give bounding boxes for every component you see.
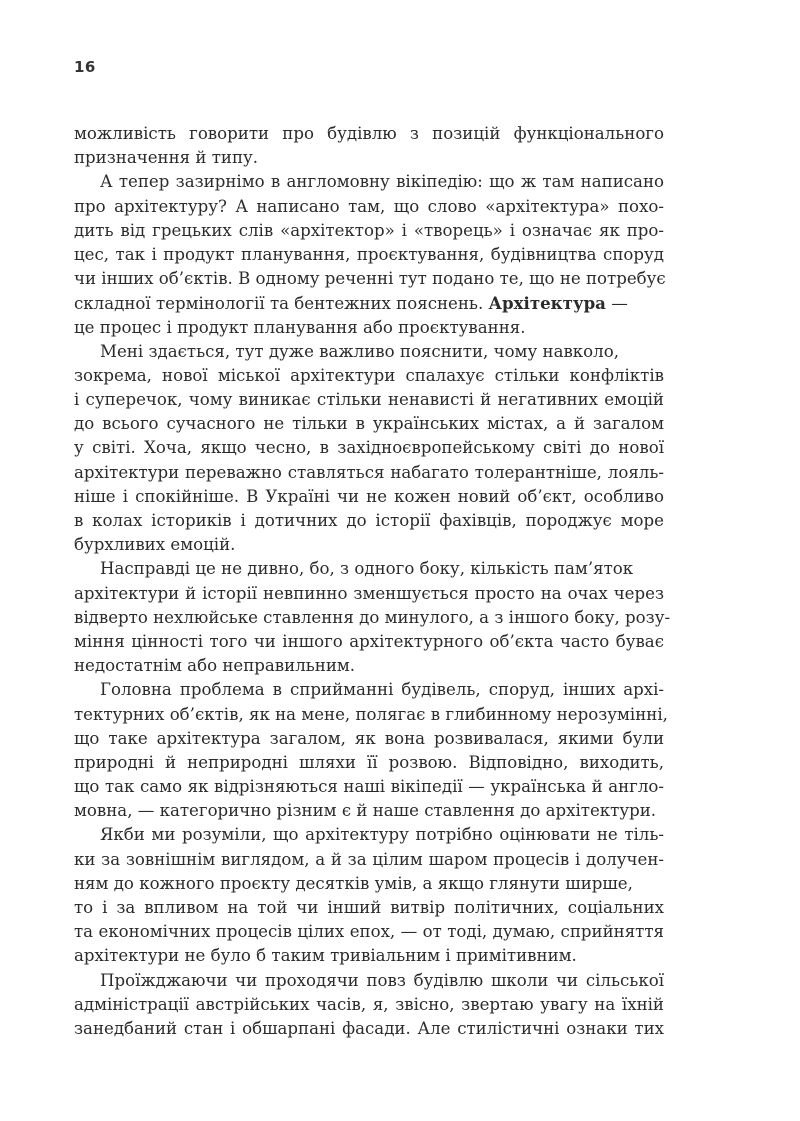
text-line: занедбаний стан і обшарпані фасади. Але стилістичні ознаки тих [74, 1018, 664, 1038]
bold-term: Архітектура [488, 293, 606, 314]
text-line: архітектури переважно ставляться набагато толерантніше, лояль- [74, 462, 664, 482]
text-line: то і за впливом на той чи інший витвір політичних, соціальних [74, 898, 664, 917]
text-line: про архітектуру? А написано там, що слово «архітектура» похо- [74, 196, 664, 216]
text-line: недостатнім або неправильним. [74, 656, 356, 676]
text-line: Якби ми розуміли, що архітектуру потрібно оцінювати не тіль- [100, 825, 664, 845]
text-line: ніше і спокійніше. В Україні чи не кожен новий об’єкт, особливо [74, 486, 664, 506]
text-line: до всього сучасного не тільки в українських містах, а й загалом [74, 414, 664, 434]
text-line: та економічних процесів цілих епох, — от тоді, думаю, сприйняття [74, 922, 664, 942]
page-number: 16 [74, 58, 96, 76]
text-line: чи інших об’єктів. В одному реченні тут подано те, що не потребує [74, 269, 666, 289]
text-line: що так само як відрізняються наші вікіпедії — українська й англо- [74, 777, 664, 797]
text-line: Проїжджаючи чи проходячи повз будівлю школи чи сільської [100, 970, 664, 990]
text-line: зокрема, нової міської архітектури спалахує стільки конфліктів [74, 365, 664, 385]
text-line: Головна проблема в сприйманні будівель, споруд, інших архі- [100, 680, 664, 700]
text-line: архітектури й історії невпинно зменшується просто на очах через [74, 583, 664, 603]
text-line: тектурних об’єктів, як на мене, полягає в глибинному нерозумінні, [74, 704, 668, 724]
text-line: мовна, — категорично різним є й наше ставлення до архітектури. [74, 801, 657, 821]
text-line: що таке архітектура загалом, як вона розвивалася, якими були [74, 728, 664, 748]
text-line: у світі. Хоча, якщо чесно, в західноєвропейському світі до нової [74, 438, 664, 458]
text-line: адміністрації австрійських часів, я, звісно, звертаю увагу на їхній [74, 994, 664, 1014]
text-line: це процес і продукт планування або проєктування. [74, 317, 526, 337]
text-line: і суперечок, чому виникає стільки ненависті й негативних емоцій [74, 390, 664, 410]
text-line: Насправді це не дивно, бо, з одного боку, кількість пам’яток [100, 559, 634, 579]
text-line: відверто нехлюйське ставлення до минулого, а з іншого боку, розу- [74, 607, 671, 627]
text-line-with-term [74, 291, 664, 315]
text-line: дить від грецьких слів «архітектор» і «творець» і означає як про- [74, 220, 664, 240]
text-line: природні й неприродні шляхи її розвою. Відповідно, виходить, [74, 752, 664, 772]
text-line: ки за зовнішнім виглядом, а й за цілим шаром процесів і долучен- [74, 849, 664, 869]
body-text [74, 122, 671, 1041]
term-dash: — [605, 294, 628, 314]
text-line: Мені здається, тут дуже важливо пояснити, чому навколо, [100, 341, 619, 361]
text-line: А тепер зазирнімо в англомовну вікіпедію: що ж там написано [100, 172, 664, 192]
text-line: призначення й типу. [74, 148, 259, 168]
text-line: бурхливих емоцій. [74, 535, 236, 555]
text-line: цес, так і продукт планування, проєктування, будівництва споруд [74, 244, 664, 264]
text-line: ням до кожного проєкту десятків умів, а якщо глянути ширше, [74, 873, 633, 893]
text-fragment: складної термінології та бентежних пояснень. [74, 294, 484, 314]
text-line: в колах істориків і дотичних до історії фахівців, породжує море [74, 511, 664, 530]
text-line: архітектури не було б таким тривіальним і примітивним. [74, 946, 577, 966]
text-line: можливість говорити про будівлю з позицій функціонального [74, 124, 664, 143]
text-line: міння цінності того чи іншого архітектурного об’єкта часто буває [74, 631, 664, 651]
